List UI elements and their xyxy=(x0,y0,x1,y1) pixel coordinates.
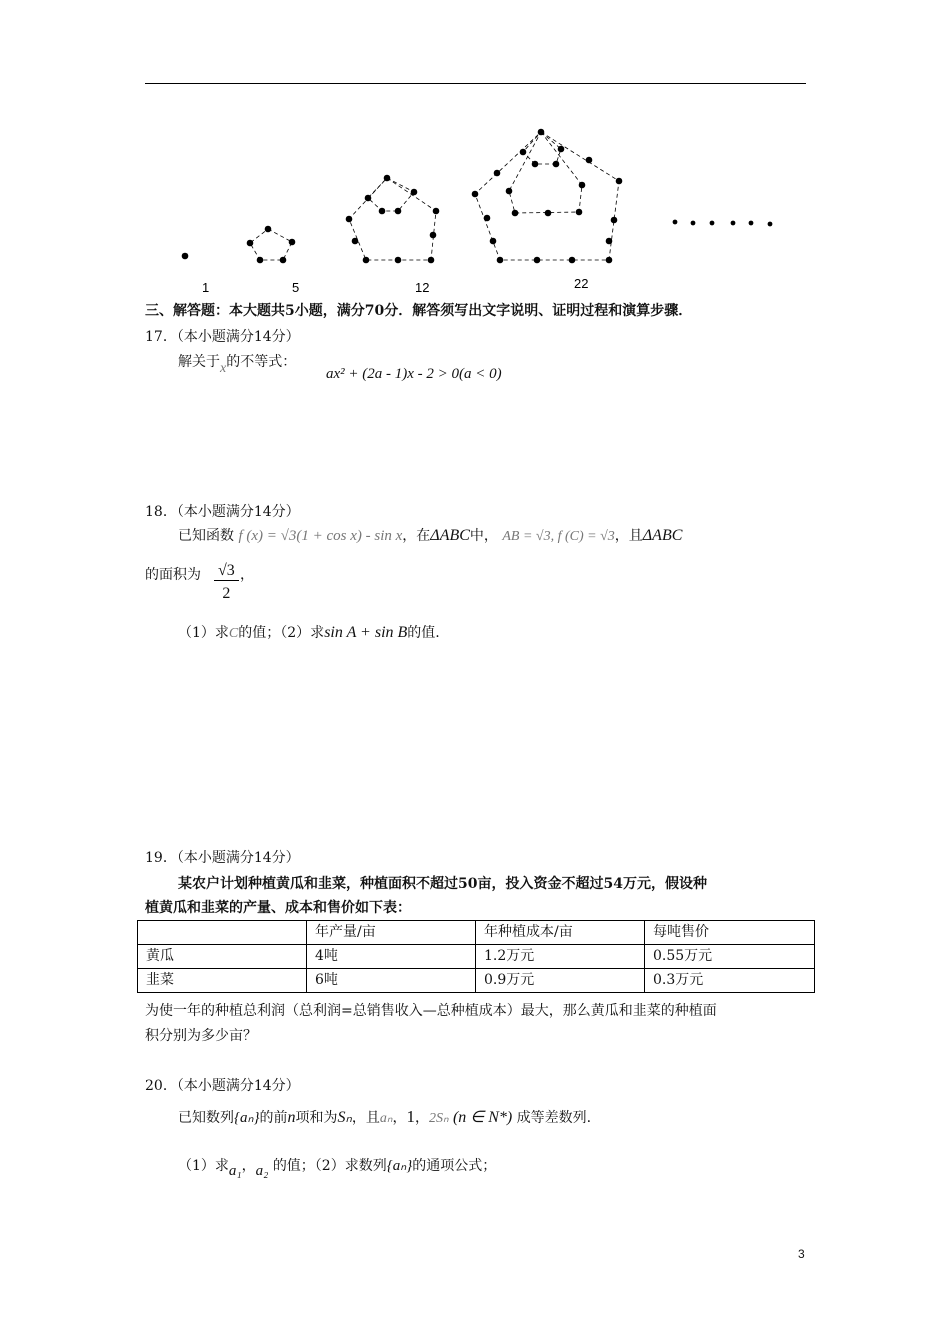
q18-line1: 已知函数 f (x) = √3(1 + cos x) - sin x，在ΔABC中， AB = √3, f (C) = √3，且ΔABC xyxy=(178,527,683,544)
q19-question-1: 为使一年的种植总利润（总利润=总销售收入—总种植成本）最大，那么黄瓜和韭菜的种植面 xyxy=(145,1003,717,1019)
dot xyxy=(576,209,583,216)
q17-formula: ax² + (2a - 1)x - 2 > 0(a < 0) xyxy=(326,366,502,382)
q18-parts: （1）求C的值；（2）求sin A + sin B的值. xyxy=(178,624,440,641)
table-cell: 黄瓜 xyxy=(138,945,307,969)
dot xyxy=(395,257,402,264)
table-header-cell xyxy=(138,921,307,945)
q19-intro-1: 某农户计划种植黄瓜和韭菜，种植面积不超过50亩，投入资金不超过54万元，假设种 xyxy=(178,876,707,892)
dot xyxy=(512,210,519,217)
figure-label-22: 22 xyxy=(574,276,589,291)
q20-line1: 已知数列{aₙ}的前n项和为Sₙ，且aₙ，1，2Sₙ (n ∈ N*) 成等差数列. xyxy=(178,1107,592,1126)
dot xyxy=(545,210,552,217)
table-cell: 4吨 xyxy=(307,945,476,969)
q19-intro-2: 植黄瓜和韭菜的产量、成本和售价如下表： xyxy=(145,900,411,916)
crop-table xyxy=(137,920,815,993)
dot xyxy=(569,257,576,264)
dot xyxy=(265,226,272,233)
table-cell: 0.55万元 xyxy=(645,945,815,969)
table-header-cell: 年产量/亩 xyxy=(307,921,476,945)
table-cell: 0.3万元 xyxy=(645,969,815,993)
dot xyxy=(490,238,497,245)
dot xyxy=(586,157,593,164)
dot xyxy=(352,238,359,245)
q18-line2: 的面积为 xyxy=(145,567,201,583)
q20-header: 20．（本小题满分14分） xyxy=(145,1078,300,1094)
table-cell: 韭菜 xyxy=(138,969,307,993)
dot xyxy=(430,232,437,239)
dashed-pentagons xyxy=(250,132,619,260)
dot xyxy=(484,215,491,222)
dot xyxy=(558,146,565,153)
ellipsis-dot xyxy=(673,220,678,225)
dot xyxy=(506,188,513,195)
ellipsis-dot xyxy=(749,221,754,226)
dot xyxy=(257,257,264,264)
table-header-cell: 年种植成本/亩 xyxy=(476,921,645,945)
area-denominator: 2 xyxy=(222,585,231,602)
page-number: 3 xyxy=(798,1247,805,1261)
ellipsis-dot xyxy=(731,221,736,226)
dot xyxy=(280,257,287,264)
dot xyxy=(433,208,440,215)
dot xyxy=(520,149,527,156)
dot xyxy=(579,182,586,189)
figure-dots xyxy=(182,129,773,264)
figure-label-5: 5 xyxy=(292,280,300,295)
section-heading: 三、解答题：本大题共5小题，满分70分．解答须写出文字说明、证明过程和演算步骤． xyxy=(145,303,693,319)
q20-line2: （1）求a₁，a₂ 的值；（2）求数列{aₙ}的通项公式； xyxy=(178,1158,497,1179)
dot xyxy=(497,257,504,264)
q18-comma: ， xyxy=(240,567,254,583)
table-cell: 1.2万元 xyxy=(476,945,645,969)
dot xyxy=(247,240,254,247)
dot xyxy=(428,257,435,264)
dot xyxy=(363,257,370,264)
dot xyxy=(472,191,479,198)
table-cell: 6吨 xyxy=(307,969,476,993)
table-header-row xyxy=(138,921,815,945)
dot xyxy=(395,208,402,215)
q19-header: 19．（本小题满分14分） xyxy=(145,850,300,866)
area-fraction xyxy=(214,562,239,603)
table-cell: 0.9万元 xyxy=(476,969,645,993)
area-numerator: √3 xyxy=(214,562,239,581)
dot xyxy=(606,238,613,245)
q19-question-2: 积分别为多少亩？ xyxy=(145,1028,257,1044)
dot xyxy=(538,129,545,136)
dot xyxy=(365,195,372,202)
dot xyxy=(384,175,391,182)
ellipsis-dot xyxy=(710,221,715,226)
dot xyxy=(494,170,501,177)
figure-label-12: 12 xyxy=(415,280,430,295)
dot xyxy=(611,217,618,224)
q17-header: 17．（本小题满分14分） xyxy=(145,329,300,345)
dot xyxy=(379,208,386,215)
pentagonal-numbers-figure xyxy=(0,0,950,300)
table-row xyxy=(138,945,815,969)
dot xyxy=(182,253,189,260)
dot xyxy=(534,257,541,264)
q18-header: 18．（本小题满分14分） xyxy=(145,504,300,520)
dot xyxy=(532,161,539,168)
ellipsis-dot xyxy=(691,221,696,226)
dot xyxy=(616,178,623,185)
q17-text: 解关于x的不等式： xyxy=(178,354,297,376)
dot xyxy=(606,257,613,264)
ellipsis-dot xyxy=(768,222,773,227)
dot xyxy=(289,239,296,246)
table-row xyxy=(138,969,815,993)
dot xyxy=(553,161,560,168)
dot xyxy=(346,216,353,223)
dot xyxy=(411,189,418,196)
table-header-cell: 每吨售价 xyxy=(645,921,815,945)
figure-label-1: 1 xyxy=(202,280,210,295)
